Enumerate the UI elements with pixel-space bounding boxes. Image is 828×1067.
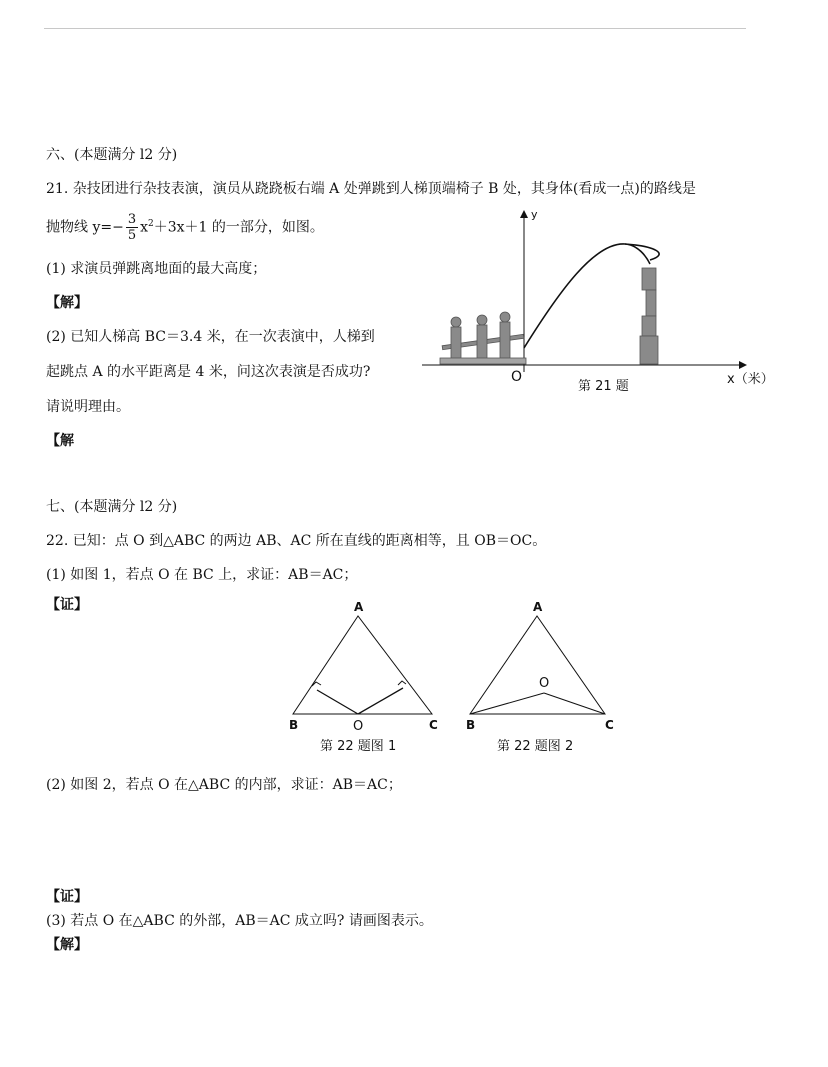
fig2-label-A: A bbox=[533, 600, 543, 614]
q21-part2-line3: 请说明理由。 bbox=[46, 399, 130, 415]
q22-stem: 22. 已知：点 O 到△ABC 的两边 AB、AC 所在直线的距离相等，且 OB＝OC。 bbox=[46, 533, 547, 549]
q21-formula-prefix: 抛物线 y=− bbox=[46, 219, 124, 236]
q22-figure1-caption: 第 22 题图 1 bbox=[320, 739, 397, 754]
q21-formula-x: x bbox=[140, 219, 149, 236]
q22-answer3: 【解】 bbox=[46, 937, 88, 953]
origin-label: O bbox=[511, 369, 523, 385]
q21-formula-suffix: ＋3x＋1 的一部分，如图。 bbox=[153, 219, 324, 236]
q21-answer2: 【解 bbox=[46, 433, 74, 449]
q22-proof1: 【证】 bbox=[46, 597, 88, 613]
q21-part2-line2: 起跳点 A 的水平距离是 4 米，问这次表演是否成功? bbox=[46, 364, 371, 380]
q21-answer1: 【解】 bbox=[46, 295, 88, 311]
q21-part1: (1) 求演员弹跳离地面的最大高度； bbox=[46, 261, 267, 277]
header-rule bbox=[44, 28, 746, 29]
fig1-label-O: O bbox=[353, 719, 364, 734]
section6-heading: 六、(本题满分 l2 分) bbox=[46, 147, 178, 163]
fig1-label-C: C bbox=[429, 718, 438, 732]
section7-heading: 七、(本题满分 l2 分) bbox=[46, 499, 178, 515]
fig1-label-A: A bbox=[354, 600, 364, 614]
q21-formula-exponent: 2 bbox=[148, 219, 154, 229]
q21-stem-line1: 21. 杂技团进行杂技表演，演员从跷跷板右端 A 处弹跳到人梯顶端椅子 B 处，其身体(看成一点)的路线是 bbox=[46, 181, 696, 197]
q22-part2: (2) 如图 2，若点 O 在△ABC 的内部，求证：AB＝AC； bbox=[46, 777, 402, 793]
fig2-label-O: O bbox=[539, 676, 550, 691]
parabola-curve bbox=[524, 244, 659, 348]
fig2-label-B: B bbox=[466, 718, 476, 732]
x-axis-label: x（米） bbox=[727, 372, 774, 387]
q21-figure bbox=[420, 200, 790, 400]
q22-figure2-caption: 第 22 题图 2 bbox=[497, 739, 574, 754]
q22-figure2 bbox=[462, 598, 622, 760]
q22-proof2: 【证】 bbox=[46, 889, 88, 905]
q21-fraction-numerator: 3 bbox=[127, 212, 137, 228]
q21-fraction-denominator: 5 bbox=[127, 228, 137, 244]
fig1-label-B: B bbox=[289, 718, 299, 732]
q21-figure-caption: 第 21 题 bbox=[578, 379, 629, 394]
fig2-label-C: C bbox=[605, 718, 614, 732]
q21-part2-line1: (2) 已知人梯高 BC＝3.4 米，在一次表演中，人梯到 bbox=[46, 329, 375, 345]
q21-stem-line2 bbox=[46, 206, 324, 242]
q22-part1: (1) 如图 1，若点 O 在 BC 上，求证：AB＝AC； bbox=[46, 567, 358, 583]
q21-fraction bbox=[126, 213, 138, 242]
q22-part3: (3) 若点 O 在△ABC 的外部，AB＝AC 成立吗? 请画图表示。 bbox=[46, 913, 433, 929]
acrobats-illustration bbox=[440, 312, 526, 364]
q22-figure1 bbox=[285, 598, 445, 760]
ladder-illustration bbox=[640, 268, 658, 364]
y-axis-label: y bbox=[531, 208, 538, 221]
